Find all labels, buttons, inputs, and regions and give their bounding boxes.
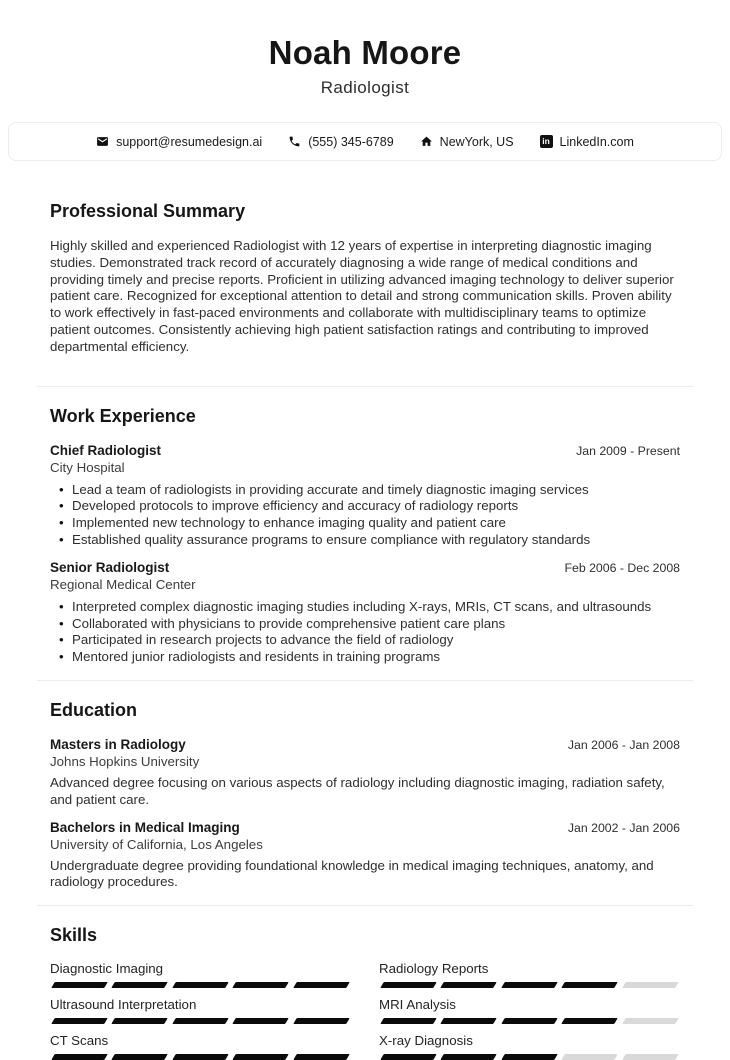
resume-header xyxy=(0,0,730,98)
skill-bar-segment xyxy=(172,1018,229,1024)
section-divider xyxy=(37,386,693,387)
bullet-item: • Developed protocols to improve efficiency and accuracy of radiology reports xyxy=(50,498,680,515)
education-entry-description: Undergraduate degree providing foundational knowledge in medical imaging techniques, anatomy, and radiology procedures. xyxy=(50,857,654,890)
work-entry xyxy=(50,442,680,549)
skill-item xyxy=(379,1032,680,1060)
education-entry-degree: Masters in Radiology xyxy=(50,736,186,752)
contact-linkedin[interactable] xyxy=(540,135,634,149)
skill-bar-segment xyxy=(561,982,618,988)
bullet-item: • Established quality assurance programs to ensure compliance with regulatory standards xyxy=(50,532,680,549)
skill-name: Ultrasound Interpretation xyxy=(50,997,197,1013)
skill-level-bar xyxy=(50,982,351,988)
skill-bar-segment xyxy=(232,1054,289,1060)
summary-text: Highly skilled and experienced Radiologist with 12 years of expertise in interpreting diagnostic imaging studies. Demonstrated track record of accurately diagnosing a wide range of medical conditions and providing timely and precise reports. Proficient in utilizing advanced imaging technology to deliver superior patient care. Recognized for exceptional attention to detail and strong communication skills. Proven ability to work effectively in fast-paced environments and collaborate with multidisciplinary teams to optimize patient outcomes. Consistently achieving high patient satisfaction ratings and contributing to improved departmental efficiency. xyxy=(50,238,674,354)
bullet-item: • Interpreted complex diagnostic imaging studies including X-rays, MRIs, CT scans, and ultrasounds xyxy=(50,599,680,616)
skill-level-bar xyxy=(379,1018,680,1024)
skill-bar-segment xyxy=(622,1054,679,1060)
skill-name: Diagnostic Imaging xyxy=(50,961,164,977)
resume-body xyxy=(0,200,730,1060)
education-entry-degree: Bachelors in Medical Imaging xyxy=(50,819,240,835)
contact-email[interactable] xyxy=(96,135,262,149)
contact-bar xyxy=(8,122,722,161)
education-entry-dates: Jan 2002 - Jan 2006 xyxy=(567,820,680,835)
skill-bar-segment xyxy=(112,1054,169,1060)
skill-bar-segment xyxy=(51,982,108,988)
bullet-item: • Implemented new technology to enhance imaging quality and patient care xyxy=(50,515,680,532)
home-icon xyxy=(420,135,433,148)
linkedin-icon: in xyxy=(540,135,553,148)
skill-name: X-ray Diagnosis xyxy=(379,1033,473,1049)
education-entry-head xyxy=(50,736,680,753)
contact-location[interactable] xyxy=(420,135,514,149)
education-entry-description: Advanced degree focusing on various aspects of radiology including diagnostic imaging, radiation safety, and patient care. xyxy=(50,774,665,807)
education-entry xyxy=(50,819,680,892)
bullet-item: • Mentored junior radiologists and residents in training programs xyxy=(50,649,680,666)
section-divider xyxy=(37,680,693,681)
bullet-item: • Lead a team of radiologists in providing accurate and timely diagnostic imaging services xyxy=(50,482,680,499)
work-heading: Work Experience xyxy=(50,405,196,426)
skills-grid xyxy=(50,960,680,1060)
skill-bar-segment xyxy=(380,982,437,988)
work-entry-dates: Jan 2009 - Present xyxy=(576,443,680,458)
skill-bar-segment xyxy=(561,1054,618,1060)
skill-level-bar xyxy=(50,1054,351,1060)
phone-icon xyxy=(288,135,301,148)
skill-bar-segment xyxy=(112,982,169,988)
skill-bar-segment xyxy=(51,1054,108,1060)
candidate-title: Radiologist xyxy=(320,78,410,97)
contact-phone-text: (555) 345-6789 xyxy=(308,134,394,149)
skill-bar-segment xyxy=(232,1018,289,1024)
work-entry-head xyxy=(50,559,680,576)
candidate-name: Noah Moore xyxy=(268,34,462,71)
education-entry-school: Johns Hopkins University xyxy=(50,753,200,769)
work-entry-company: Regional Medical Center xyxy=(50,576,196,592)
contact-email-text: support@resumedesign.ai xyxy=(116,134,263,149)
skill-name: MRI Analysis xyxy=(379,997,456,1013)
bullet-item: • Collaborated with physicians to provide comprehensive patient care plans xyxy=(50,616,680,633)
skill-name: CT Scans xyxy=(50,1033,109,1049)
bullet-item: • Participated in research projects to advance the field of radiology xyxy=(50,632,680,649)
work-entry-title: Chief Radiologist xyxy=(50,442,161,458)
skill-bar-segment xyxy=(380,1054,437,1060)
skill-bar-segment xyxy=(232,982,289,988)
email-icon xyxy=(96,135,109,148)
skill-bar-segment xyxy=(622,1018,679,1024)
skill-name: Radiology Reports xyxy=(379,961,489,977)
skill-item xyxy=(379,960,680,988)
skill-bar-segment xyxy=(293,1054,350,1060)
skill-level-bar xyxy=(50,1018,351,1024)
skill-bar-segment xyxy=(501,982,558,988)
skill-bar-segment xyxy=(172,1054,229,1060)
skill-bar-segment xyxy=(501,1018,558,1024)
skill-bar-segment xyxy=(51,1018,108,1024)
skills-heading: Skills xyxy=(50,925,98,946)
skill-bar-segment xyxy=(112,1018,169,1024)
skill-bar-segment xyxy=(501,1054,558,1060)
contact-location-text: NewYork, US xyxy=(439,134,514,149)
education-entry-head xyxy=(50,819,680,836)
skill-item xyxy=(50,1032,351,1060)
education-entry-school: University of California, Los Angeles xyxy=(50,836,263,852)
contact-phone[interactable] xyxy=(288,135,393,149)
work-entry-title: Senior Radiologist xyxy=(50,559,170,575)
skill-level-bar xyxy=(379,1054,680,1060)
skill-item xyxy=(50,996,351,1024)
work-entry-dates: Feb 2006 - Dec 2008 xyxy=(564,560,680,575)
skill-bar-segment xyxy=(561,1018,618,1024)
skill-bar-segment xyxy=(622,982,679,988)
skill-bar-segment xyxy=(293,1018,350,1024)
work-entry-bullets xyxy=(50,599,680,666)
skill-bar-segment xyxy=(441,982,498,988)
summary-heading: Professional Summary xyxy=(50,201,246,221)
skill-bar-segment xyxy=(441,1054,498,1060)
work-entry xyxy=(50,559,680,666)
skill-item xyxy=(50,960,351,988)
education-entry-dates: Jan 2006 - Jan 2008 xyxy=(567,737,680,752)
work-entry-company: City Hospital xyxy=(50,459,125,475)
skill-bar-segment xyxy=(293,982,350,988)
education-heading: Education xyxy=(50,699,138,720)
skill-bar-segment xyxy=(380,1018,437,1024)
skill-bar-segment xyxy=(172,982,229,988)
contact-linkedin-text: LinkedIn.com xyxy=(559,134,634,149)
education-entry xyxy=(50,736,680,809)
skill-bar-segment xyxy=(441,1018,498,1024)
work-entry-head xyxy=(50,442,680,459)
skill-item xyxy=(379,996,680,1024)
skill-level-bar xyxy=(379,982,680,988)
work-entry-bullets xyxy=(50,482,680,549)
section-divider xyxy=(37,905,693,906)
